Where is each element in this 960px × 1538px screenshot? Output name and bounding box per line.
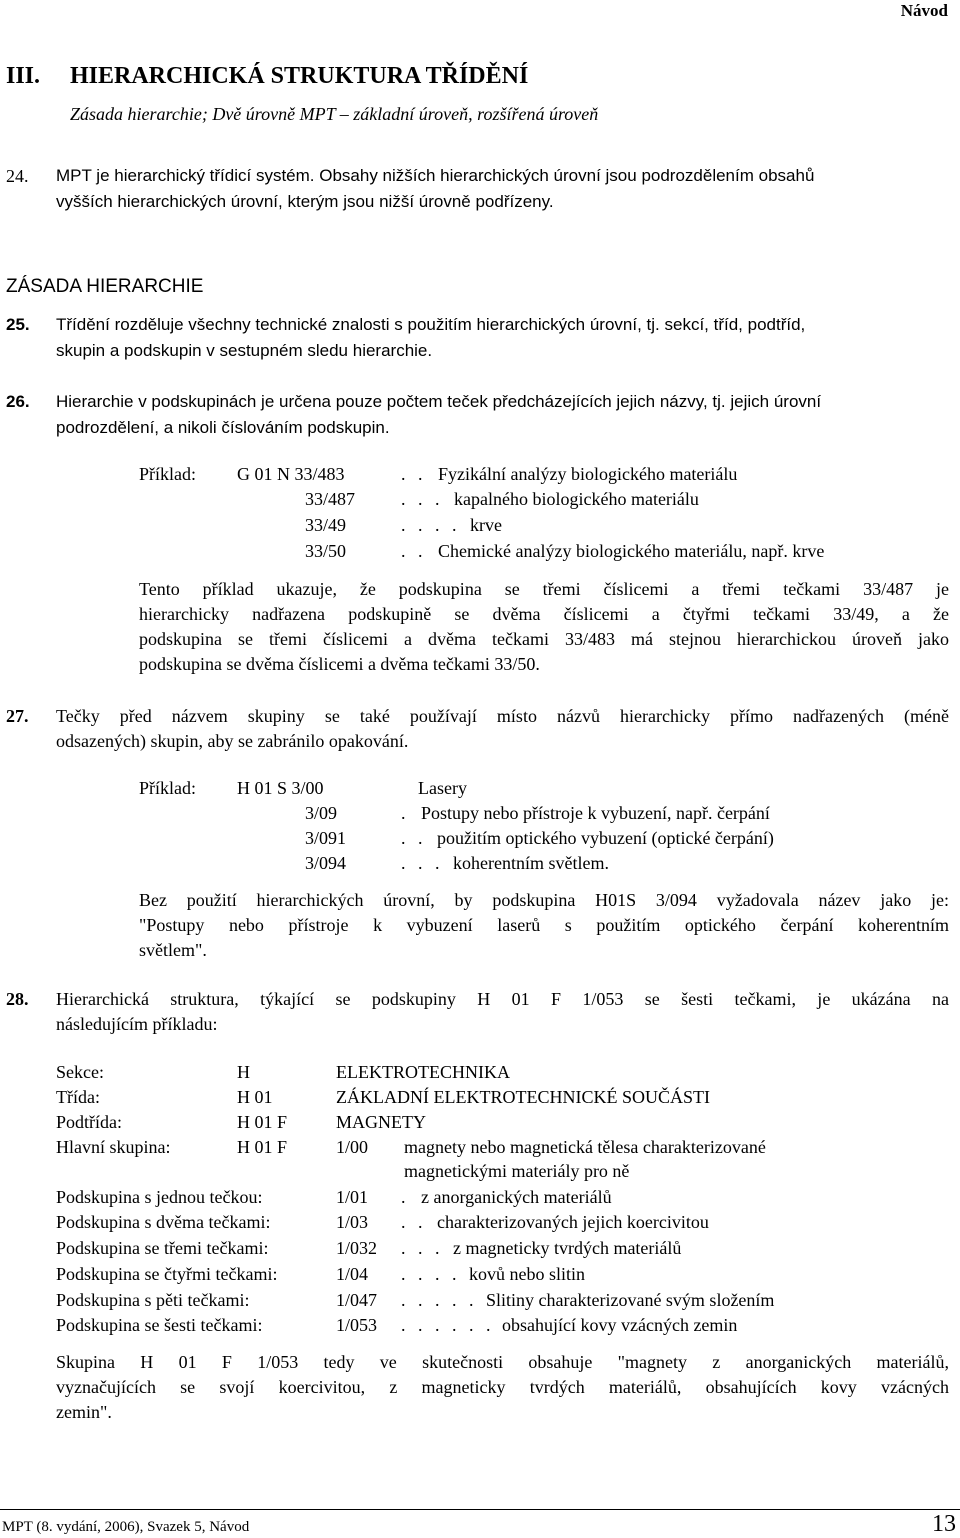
subgroup-dots: . . . . . xyxy=(401,1290,478,1310)
p27-explain-line-3: světlem". xyxy=(139,940,207,960)
p26-explain-line-2: hierarchicky nadřazena podskupině se dvěma číslicemi a čtyřmi tečkami 33/49, a že xyxy=(139,604,949,624)
p27-explain-line-1: Bez použití hierarchických úrovní, by podskupina H01S 3/094 vyžadovala název jako je: xyxy=(139,890,949,910)
header-label: Návod xyxy=(900,1,948,20)
hierarchy-symbol: H 01 xyxy=(237,1087,273,1107)
subgroup-label: Podskupina se čtyřmi tečkami: xyxy=(56,1264,278,1284)
p26-example-text: krve xyxy=(470,515,502,535)
p24-line-1: MPT je hierarchický třídicí systém. Obsahy nižších hierarchických úrovní jsou podrozdělením obsahů xyxy=(56,166,815,185)
p24-line-2: vyšších hierarchických úrovní, kterým jsou nižší úrovně podřízeny. xyxy=(56,192,554,211)
subgroup-code: 1/032 xyxy=(336,1238,378,1258)
p26-number: 26. xyxy=(6,392,30,411)
subgroup-code: 1/01 xyxy=(336,1187,369,1207)
p25-line-2: skupin a podskupin v sestupném sledu hierarchie. xyxy=(56,341,433,360)
p26-example-text: Chemické analýzy biologického materiálu, např. krve xyxy=(438,541,825,561)
hierarchy-title: ZÁKLADNÍ ELEKTROTECHNICKÉ SOUČÁSTI xyxy=(336,1087,710,1107)
p24-number: 24. xyxy=(6,166,29,186)
p28-explain-line-3: zemin". xyxy=(56,1402,112,1422)
p27-example-text: Lasery xyxy=(418,778,467,798)
p26-example-code: 33/50 xyxy=(305,541,347,561)
subgroup-text: z magneticky tvrdých materiálů xyxy=(453,1238,682,1258)
p25-number: 25. xyxy=(6,315,30,334)
p26-example-dots: . . . . xyxy=(401,515,461,535)
p26-example-dots: . . xyxy=(401,541,427,561)
p27-line-1: Tečky před názvem skupiny se také používají místo názvů hierarchicky přímo nadřazených (méně xyxy=(56,706,949,726)
p26-example-code: G 01 N 33/483 xyxy=(237,464,345,484)
subgroup-dots: . . . . . . xyxy=(401,1315,495,1335)
p27-example-dots: . . . xyxy=(401,853,444,873)
p27-number: 27. xyxy=(6,706,29,726)
p27-example-code: 3/091 xyxy=(305,828,347,848)
p26-example-dots: . . xyxy=(401,464,427,484)
subgroup-text: kovů nebo slitin xyxy=(469,1264,585,1284)
main-group-label: Hlavní skupina: xyxy=(56,1137,171,1157)
p26-explain-line-3: podskupina se třemi číslicemi a dvěma tečkami 33/483 má stejnou hierarchickou úroveň jako xyxy=(139,629,949,649)
p27-example-label: Příklad: xyxy=(139,778,196,798)
p26-example-dots: . . . xyxy=(401,489,444,509)
subgroup-code: 1/04 xyxy=(336,1264,369,1284)
p26-line-2: podrozdělení, a nikoli číslováním podskupin. xyxy=(56,418,390,437)
p27-example-code: 3/094 xyxy=(305,853,347,873)
hierarchy-title: ELEKTROTECHNIKA xyxy=(336,1062,510,1082)
subgroup-text: charakterizovaných jejich koercivitou xyxy=(437,1212,709,1232)
subgroup-label: Podskupina s dvěma tečkami: xyxy=(56,1212,271,1232)
subgroup-label: Podskupina s pěti tečkami: xyxy=(56,1290,250,1310)
main-group-text-cont: magnetickými materiály pro ně xyxy=(404,1161,630,1181)
subgroup-label: Podskupina s jednou tečkou: xyxy=(56,1187,263,1207)
subgroup-label: Podskupina se třemi tečkami: xyxy=(56,1238,269,1258)
p26-explain-line-4: podskupina se dvěma číslicemi a dvěma tečkami 33/50. xyxy=(139,654,540,674)
footer-rule xyxy=(0,1509,960,1510)
p26-example-label: Příklad: xyxy=(139,464,196,484)
hierarchy-symbol: H 01 F xyxy=(237,1112,288,1132)
hierarchy-label: Sekce: xyxy=(56,1062,104,1082)
p25-line-1: Třídění rozděluje všechny technické znalosti s použitím hierarchických úrovní, tj. sekcí, tříd, podtříd, xyxy=(56,315,806,334)
main-group-code: 1/00 xyxy=(336,1137,369,1157)
subgroup-dots: . . . xyxy=(401,1238,444,1258)
hierarchy-label: Podtřída: xyxy=(56,1112,122,1132)
main-group-symbol: H 01 F xyxy=(237,1137,288,1157)
page-number: 13 xyxy=(932,1511,956,1537)
p26-example-text: Fyzikální analýzy biologického materiálu xyxy=(438,464,738,484)
hierarchy-symbol: H xyxy=(237,1062,250,1082)
main-group-text: magnety nebo magnetická tělesa charakterizované xyxy=(404,1137,766,1157)
p26-example-code: 33/487 xyxy=(305,489,356,509)
hierarchy-label: Třída: xyxy=(56,1087,100,1107)
p27-example-code: 3/09 xyxy=(305,803,338,823)
chapter-number: III. xyxy=(6,63,41,89)
p27-example-code: H 01 S 3/00 xyxy=(237,778,324,798)
subgroup-label: Podskupina se šesti tečkami: xyxy=(56,1315,263,1335)
subgroup-text: Slitiny charakterizované svým složením xyxy=(486,1290,775,1310)
p27-example-text: Postupy nebo přístroje k vybuzení, např. čerpání xyxy=(421,803,770,823)
subgroup-dots: . . xyxy=(401,1212,427,1232)
p28-number: 28. xyxy=(6,989,29,1009)
p27-explain-line-2: "Postupy nebo přístroje k vybuzení laserů s použitím optického čerpání koherentním xyxy=(139,915,949,935)
subgroup-text: z anorganických materiálů xyxy=(421,1187,612,1207)
zasada-heading: ZÁSADA HIERARCHIE xyxy=(6,276,204,297)
subgroup-dots: . xyxy=(401,1187,410,1207)
p28-line-1: Hierarchická struktura, týkající se podskupiny H 01 F 1/053 se šesti tečkami, je ukázána na xyxy=(56,989,949,1009)
p27-example-text: koherentním světlem. xyxy=(453,853,609,873)
subgroup-dots: . . . . xyxy=(401,1264,461,1284)
p26-example-text: kapalného biologického materiálu xyxy=(454,489,699,509)
subgroup-code: 1/047 xyxy=(336,1290,378,1310)
p28-line-2: následujícím příkladu: xyxy=(56,1014,218,1034)
subgroup-code: 1/03 xyxy=(336,1212,369,1232)
footer-left: MPT (8. vydání, 2006), Svazek 5, Návod xyxy=(2,1519,250,1535)
hierarchy-title: MAGNETY xyxy=(336,1112,426,1132)
chapter-title: HIERARCHICKÁ STRUKTURA TŘÍDĚNÍ xyxy=(70,63,529,89)
p26-explain-line-1: Tento příklad ukazuje, že podskupina se třemi číslicemi a třemi tečkami 33/487 je xyxy=(139,579,949,599)
p28-explain-line-2: vyznačujících se svojí koercivitou, z magneticky tvrdých materiálů, obsahujících kovy vzácných xyxy=(56,1377,949,1397)
subgroup-code: 1/053 xyxy=(336,1315,378,1335)
chapter-subtitle: Zásada hierarchie; Dvě úrovně MPT – základní úroveň, rozšířená úroveň xyxy=(70,104,599,124)
p27-example-dots: . xyxy=(401,803,410,823)
p27-line-2: odsazených) skupin, aby se zabránilo opakování. xyxy=(56,731,409,751)
p26-line-1: Hierarchie v podskupinách je určena pouze počtem teček předcházejících jejich názvy, tj. jejich úrovní xyxy=(56,392,822,411)
p27-example-text: použitím optického vybuzení (optické čerpání) xyxy=(437,828,774,848)
subgroup-text: obsahující kovy vzácných zemin xyxy=(502,1315,738,1335)
p26-example-code: 33/49 xyxy=(305,515,347,535)
p28-explain-line-1: Skupina H 01 F 1/053 tedy ve skutečnosti obsahuje "magnety z anorganických materiálů, xyxy=(56,1352,949,1372)
p27-example-dots: . . xyxy=(401,828,427,848)
